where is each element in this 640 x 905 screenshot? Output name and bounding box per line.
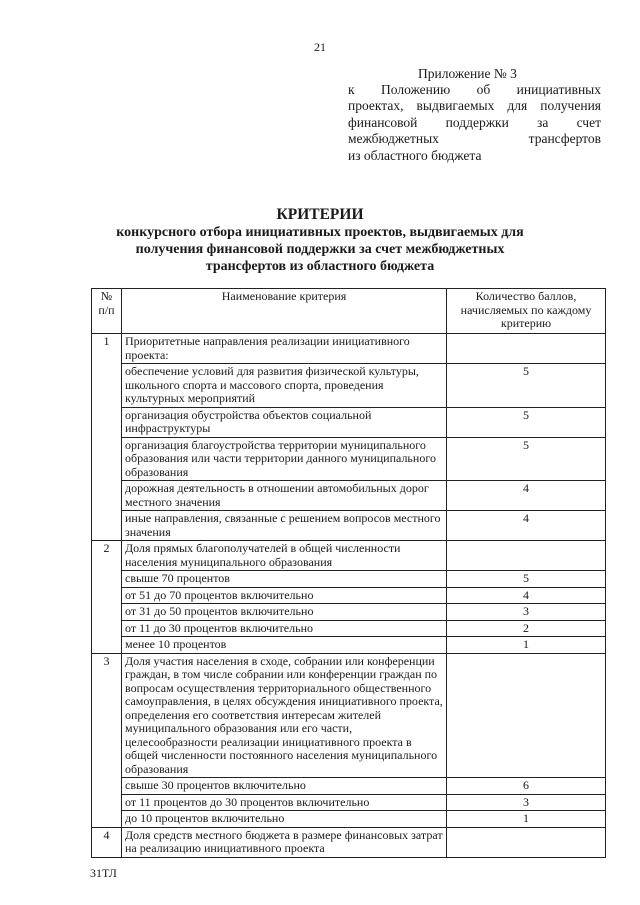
footer-code: 31ТЛ — [90, 866, 117, 880]
criterion-option-points: 2 — [447, 620, 606, 637]
criterion-option-name: иные направления, связанные с решением вопросов местного значения — [122, 511, 447, 541]
table-row — [92, 511, 606, 541]
annex-heading: Приложение № 3 — [418, 66, 517, 81]
criterion-option-name: менее 10 процентов — [122, 637, 447, 654]
table-row — [92, 811, 606, 828]
criterion-option-points: 4 — [447, 481, 606, 511]
column-header-points: Количество баллов, начисляемых по каждому критерию — [447, 289, 606, 334]
criterion-option-points: 5 — [447, 571, 606, 588]
table-row — [92, 364, 606, 408]
criterion-group-row — [92, 541, 606, 571]
criterion-title: Доля прямых благополучателей в общей численности населения муниципального образования — [122, 541, 447, 571]
criterion-option-name: от 11 до 30 процентов включительно — [122, 620, 447, 637]
table-row — [92, 620, 606, 637]
criterion-option-points: 3 — [447, 794, 606, 811]
criterion-option-name: до 10 процентов включительно — [122, 811, 447, 828]
criterion-option-points: 1 — [447, 637, 606, 654]
criteria-table-body — [92, 334, 606, 858]
table-row — [92, 604, 606, 621]
table-header-row — [92, 289, 606, 334]
criterion-option-name: от 11 процентов до 30 процентов включительно — [122, 794, 447, 811]
table-row — [92, 437, 606, 481]
criterion-option-name: дорожная деятельность в отношении автомобильных дорог местного значения — [122, 481, 447, 511]
criterion-option-name: свыше 30 процентов включительно — [122, 778, 447, 795]
annex-line: межбюджетных трансфертов — [348, 131, 601, 147]
criterion-title: Доля участия населения в сходе, собрании или конференции граждан, в том числе собрании или конференции граждан по вопросам осуществления территориального общественного самоуправления, в целях обсуждения инициативного проекта, определения его соответствия интересам жителей муниципального образования или его части, целесообразности реализации инициативного проекта в общей численности постоянного населения муниципального образования — [122, 653, 447, 778]
criterion-points-empty — [447, 827, 606, 857]
criterion-option-points: 1 — [447, 811, 606, 828]
criterion-group-row — [92, 334, 606, 364]
criterion-option-points: 5 — [447, 364, 606, 408]
criterion-option-points: 4 — [447, 511, 606, 541]
criterion-points-empty — [447, 653, 606, 778]
criterion-option-points: 5 — [447, 437, 606, 481]
criterion-title: Доля средств местного бюджета в размере финансовых затрат на реализацию инициативного проекта — [122, 827, 447, 857]
criterion-number: 4 — [92, 827, 122, 857]
table-row — [92, 778, 606, 795]
criterion-number: 1 — [92, 334, 122, 541]
criterion-option-name: обеспечение условий для развития физической культуры, школьного спорта и массового спорта, проведения культурных мероприятий — [122, 364, 447, 408]
criterion-option-name: от 31 до 50 процентов включительно — [122, 604, 447, 621]
criterion-title: Приоритетные направления реализации инициативного проекта: — [122, 334, 447, 364]
criterion-group-row — [92, 653, 606, 778]
table-row — [92, 481, 606, 511]
criterion-option-name: свыше 70 процентов — [122, 571, 447, 588]
annex-line: из областного бюджета — [348, 147, 482, 163]
document-subtitle: конкурсного отбора инициативных проектов, выдвигаемых для получения финансовой поддержки за счет межбюджетных трансфертов из областного бюджета — [116, 225, 524, 274]
criterion-option-points: 6 — [447, 778, 606, 795]
criterion-number: 3 — [92, 653, 122, 827]
annex-line: к Положению об инициативных — [348, 82, 601, 97]
criterion-option-name: организация обустройства объектов социальной инфраструктуры — [122, 407, 447, 437]
table-row — [92, 637, 606, 654]
annex-text — [348, 82, 601, 164]
criterion-number: 2 — [92, 541, 122, 654]
criterion-option-name: организация благоустройства территории муниципального образования или части территории данного муниципального образования — [122, 437, 447, 481]
table-row — [92, 407, 606, 437]
table-row — [92, 571, 606, 588]
table-row — [92, 794, 606, 811]
table-row — [92, 587, 606, 604]
criterion-option-name: от 51 до 70 процентов включительно — [122, 587, 447, 604]
criterion-option-points: 5 — [447, 407, 606, 437]
criterion-points-empty — [447, 541, 606, 571]
document-title: КРИТЕРИИ — [276, 206, 364, 223]
criterion-points-empty — [447, 334, 606, 364]
annex-line: проектах, выдвигаемых для получения — [348, 98, 601, 114]
criterion-group-row — [92, 827, 606, 857]
criterion-option-points: 3 — [447, 604, 606, 621]
annex-line: финансовой поддержки за счет — [348, 114, 601, 130]
column-header-number: № п/п — [92, 289, 122, 334]
column-header-criterion: Наименование критерия — [122, 289, 447, 334]
criteria-table — [91, 288, 606, 858]
page-number: 21 — [314, 40, 326, 54]
criterion-option-points: 4 — [447, 587, 606, 604]
